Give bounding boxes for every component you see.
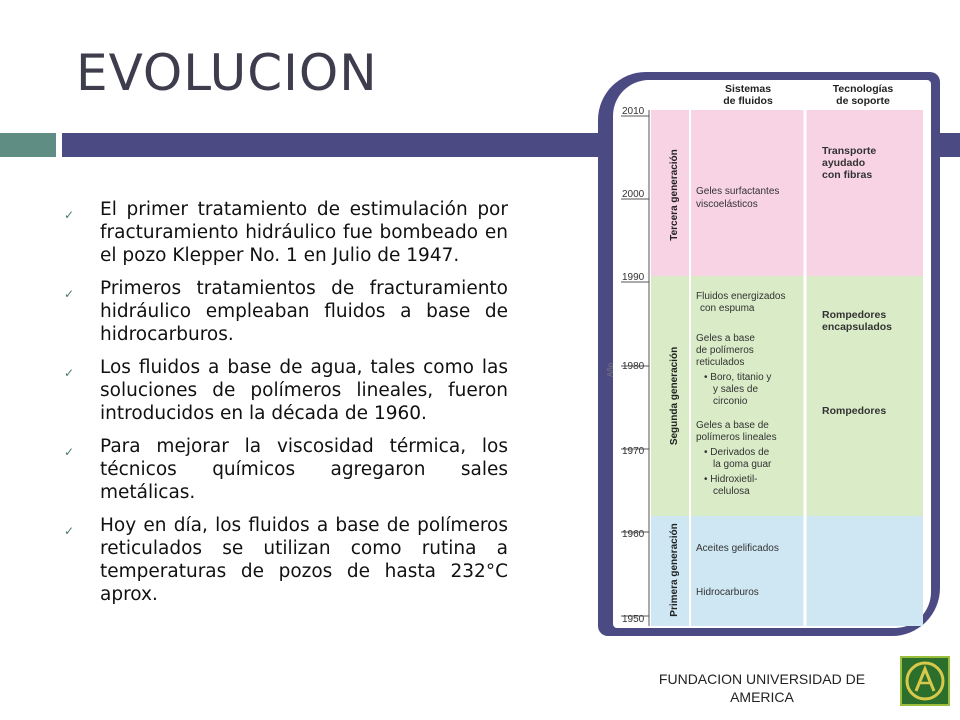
year-tick-label: 1970 [622,446,645,457]
checkmark-icon: ✓ [64,287,75,301]
fluid-gen2-b-sub: • Boro, titanio y [704,372,772,383]
bullet-text: Primeros tratamientos de fracturamiento hidráulico empleaban fluidos a base de hidrocarburos. [100,278,508,345]
fluid-gen2-a: Fluidos energizados [696,291,786,302]
university-logo-icon [900,656,950,706]
gen2-label: Segunda generación [669,346,680,446]
slide-title: EVOLUCION [76,44,378,102]
bullet-item [64,356,508,425]
gen3-band [651,110,923,276]
gen1-band [651,516,923,626]
accent-bar-green [0,133,56,157]
checkmark-icon: ✓ [64,366,75,380]
bullet-text: El primer tratamiento de estimulación por fracturamiento hidráulico fue bombeado en el pozo Klepper No. 1 en Julio de 1947. [100,199,508,266]
bullet-item [64,435,508,504]
fluid-gen3: Geles surfactantes [696,186,780,197]
fluid-gen2-c-sub: • Derivados de [704,447,770,458]
fluid-gen2-c-sub: la goma guar [713,459,772,470]
tech-breakers: Rompedores [822,405,887,417]
gen3-label: Tercera generación [669,149,680,241]
fluid-gen3: viscoelásticos [696,199,758,210]
fluid-gen2-c: polímeros lineales [696,432,777,443]
year-tick-label: 1980 [622,361,645,372]
year-tick-label: 1960 [622,529,645,540]
bullet-item [64,198,508,267]
fluid-gen2-c-sub: celulosa [713,486,750,497]
tech-fibers: con fibras [822,169,873,181]
gen1-label: Primera generación [669,523,680,617]
fluid-gen1-b: Hidrocarburos [696,587,759,598]
checkmark-icon: ✓ [64,445,75,459]
fluid-gen2-b: Geles a base [696,333,755,344]
year-tick-label: 2000 [622,189,645,200]
bullet-item [64,514,508,606]
axis-label: Año [606,362,615,378]
bullet-item [64,277,508,346]
tech-encapsulated: encapsulados [822,321,893,333]
fluid-gen2-b: de polímeros [696,345,754,356]
year-tick-label: 1990 [622,272,645,283]
fluid-gen2-b-sub: circonio [713,396,748,407]
fluid-gen2-a: con espuma [700,303,755,314]
header-systems-2: de fluidos [723,95,773,107]
checkmark-icon: ✓ [64,208,75,222]
tech-fibers: Transporte [822,145,877,157]
tech-encapsulated: Rompedores [822,309,887,321]
tech-fibers: ayudado [822,157,866,169]
footer-institution: FUNDACION UNIVERSIDAD DE AMERICA [658,671,866,705]
fluid-gen2-c: Geles a base de [696,420,769,431]
header-systems: Sistemas [724,83,772,95]
bullet-text: Para mejorar la viscosidad térmica, los técnicos químicos agregaron sales metálicas. [100,436,508,503]
fluid-gen2-b-sub: y sales de [713,384,759,395]
timeline-diagram [606,80,931,628]
bullet-list [64,198,508,616]
fluid-gen1-a: Aceites gelificados [696,543,779,554]
header-tech-2: de soporte [836,95,890,107]
fluid-gen2-c-sub: • Hidroxietil- [704,474,758,485]
year-tick-label: 2010 [622,106,645,117]
year-tick-label: 1950 [622,614,645,625]
bullet-text: Los fluidos a base de agua, tales como las soluciones de polímeros lineales, fueron introducidos en la década de 1960. [100,357,508,424]
checkmark-icon: ✓ [64,524,75,538]
header-tech: Tecnologías [832,83,894,95]
bullet-text: Hoy en día, los fluidos a base de polímeros reticulados se utilizan como rutina a temperaturas de pozos de hasta 232°C aprox. [100,515,508,605]
fluid-gen2-b: reticulados [696,357,745,368]
